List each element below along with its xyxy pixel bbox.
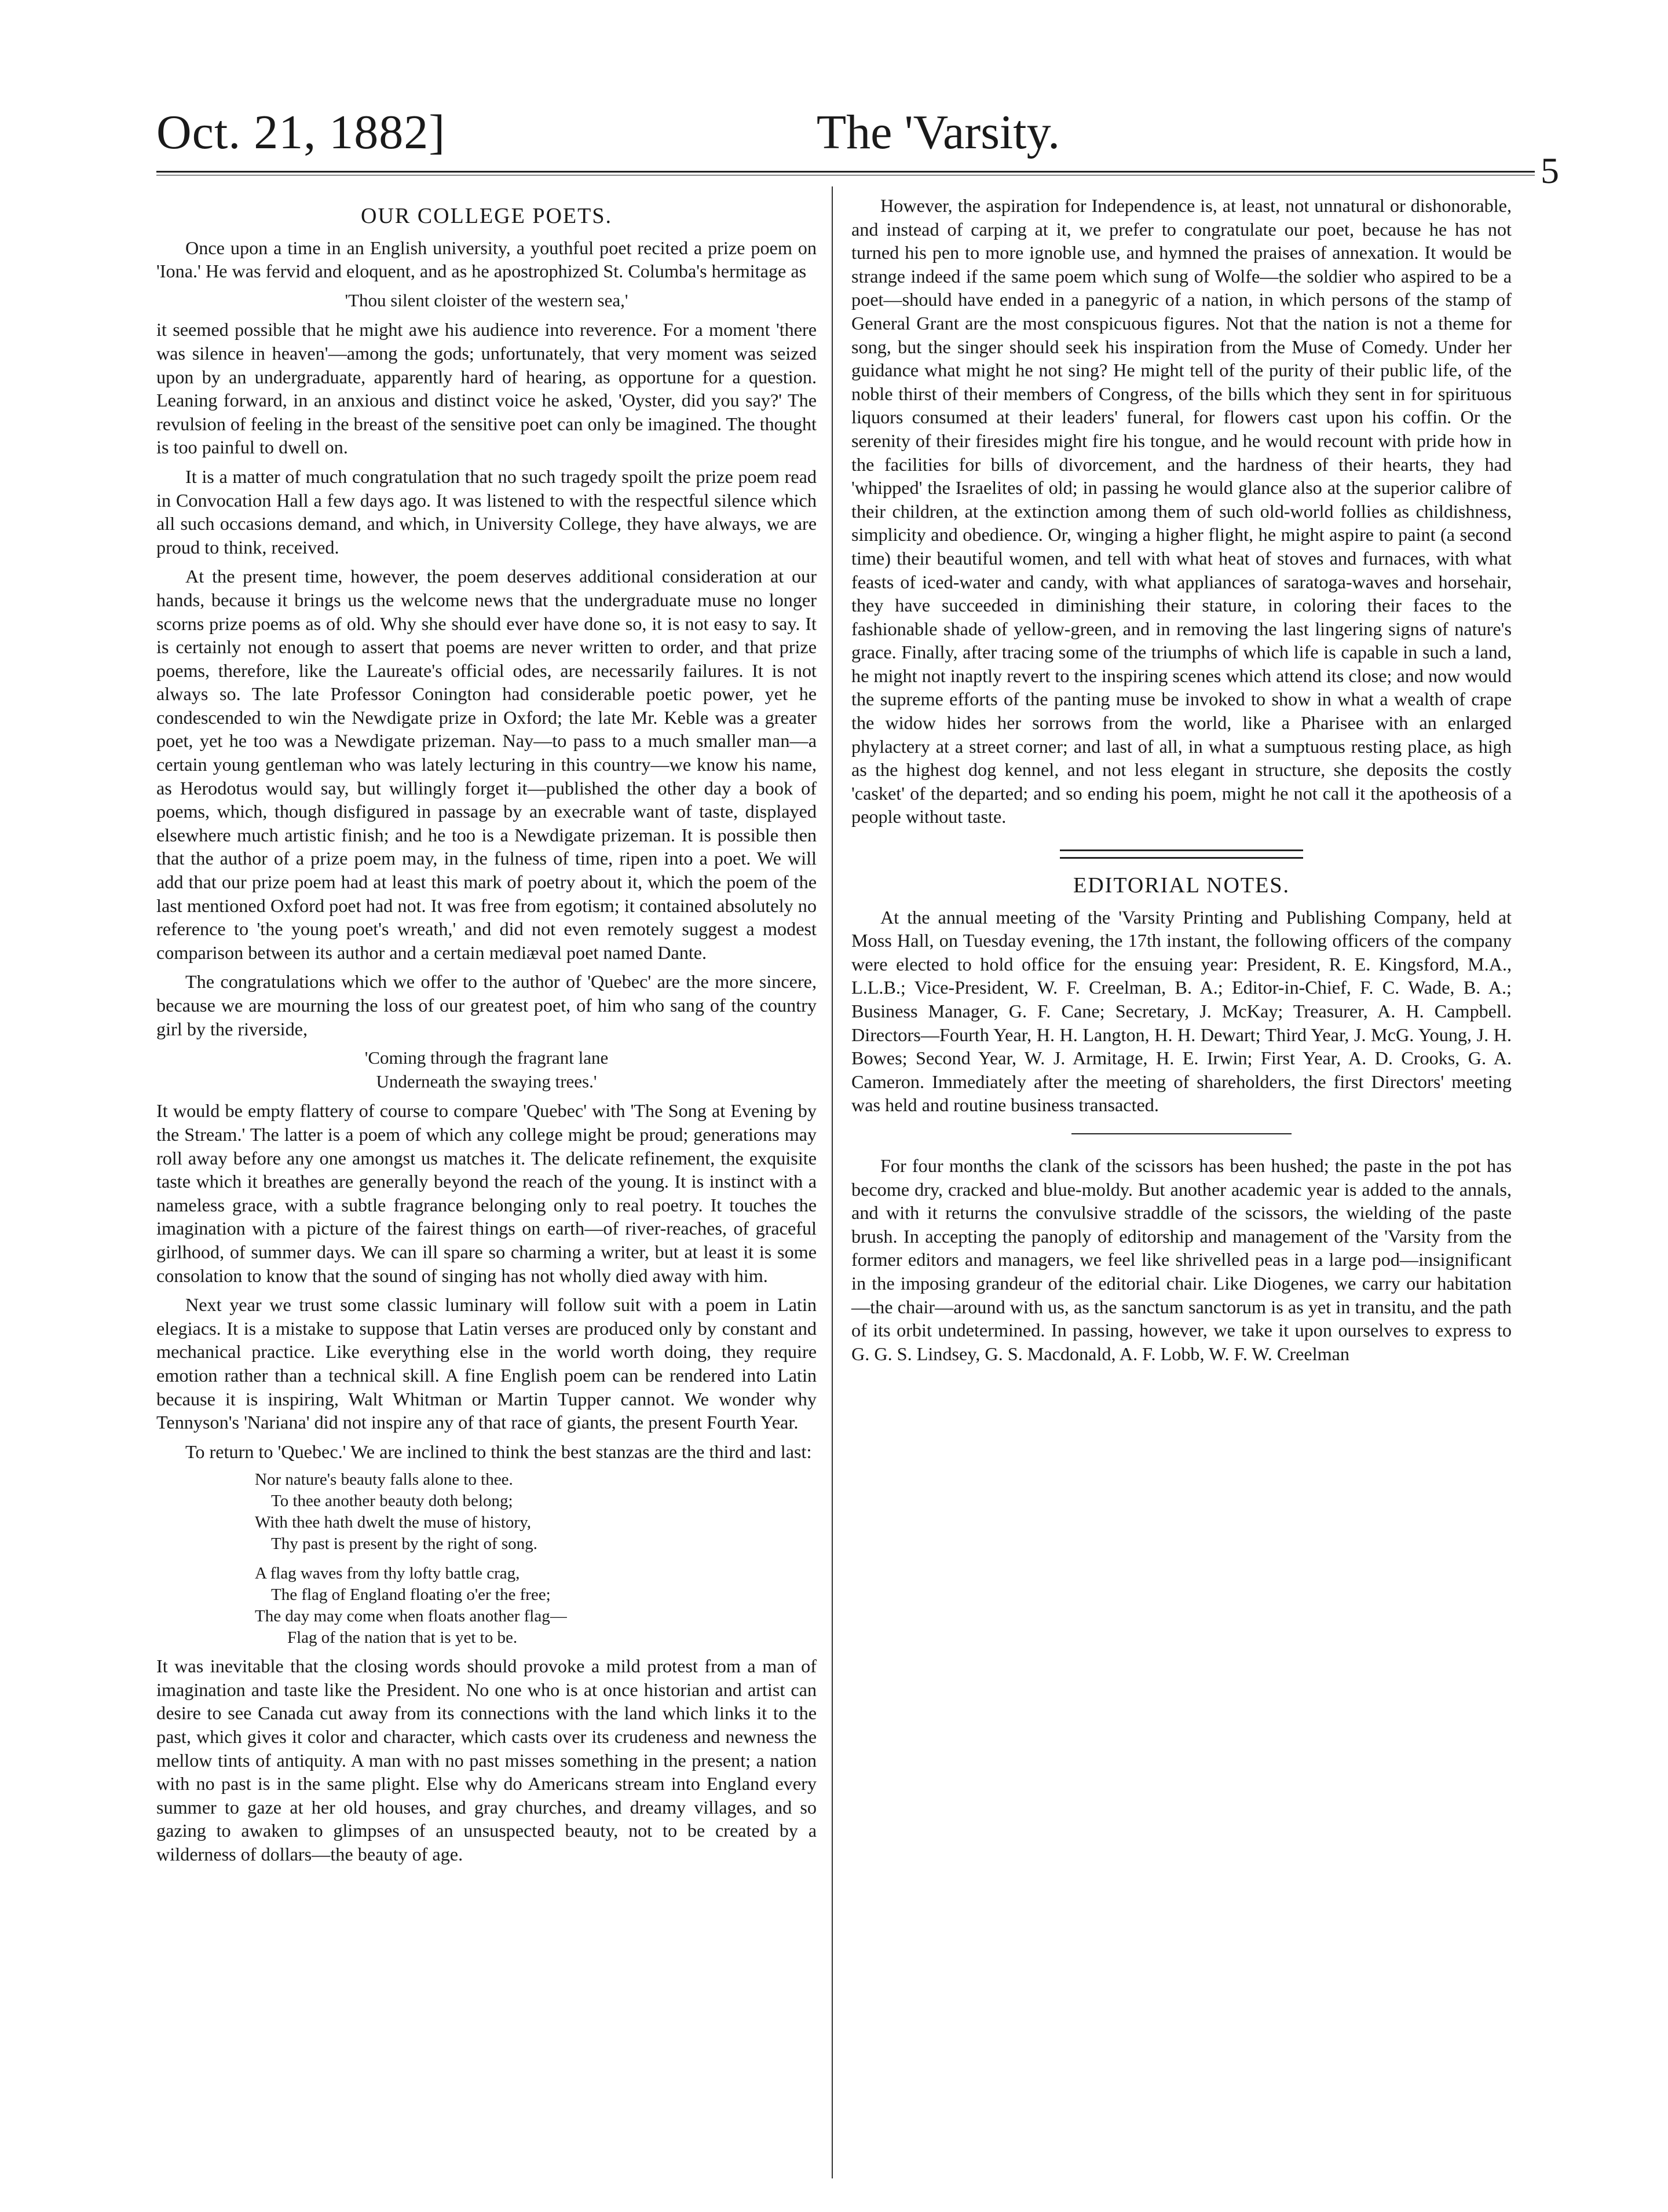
article-heading-poets: OUR COLLEGE POETS. — [361, 204, 612, 228]
paragraph: At the present time, however, the poem deserves additional consideration at our hands, because it brings us the welcome news that the undergraduate muse no longer scorns prize poems as of old. Why she should ever have done so, it is not easy to say. It is certainly not enough to assert that poems are never written to order, and that prize poems, therefore, like the Laureate's official odes, are necessarily failures. It is not always so. The late Professor Conington had considerable poetic power, yet he condescended to win the Newdigate prize in Oxford; the late Mr. Keble was a greater poet, yet he too was a Newdigate prizeman. Nay—to pass to a much smaller man—a certain young gentleman who was lately lecturing in this country—we know his name, as Herodotus would say, but willingly forget it—published the other day a book of poems, which, though disfigured in passage by an execrable want of taste, displayed elsewhere much artistic finish; and he too is a Newdigate prizeman. It is possible then that the author of a prize poem may, in the fulness of time, ripen into a poet. We will add that our prize poem had at least this mark of poetry about it, which the poem of the last mentioned Oxford poet had not. It was free from egotism; it contained absolutely no reference to 'the young poet's wreath,' and did not even remotely suggest a modest comparison between its author and a certain mediæval poet named Dante. — [156, 566, 817, 963]
issue-date: Oct. 21, 1882] — [156, 105, 446, 159]
paragraph: It is a matter of much congratulation that no such tragedy spoilt the prize poem read in Convocation Hall a few days ago. It was listened to with the respectful silence which all such occasions demand, and which, in University College, they have always, we are proud to think, received. — [156, 466, 817, 558]
left-column — [156, 194, 817, 1872]
header-rule — [156, 171, 1535, 175]
verse-line: The flag of England floating o'er the free; — [271, 1585, 551, 1605]
paragraph: It was inevitable that the closing words should provoke a mild protest from a man of imagination and taste like the President. No one who is at once historian and artist can desire to see Canada cut away from its connections with the land which links it to the past, which gives it color and character, which casts over its crudeness and newness the mellow tints of antiquity. A man with no past misses something in the present; a nation with no past is in the same plight. Else why do Americans stream into England every summer to gaze at her old houses, and gray churches, and dreamy villages, and so gazing to awaken to glimpses of an unsuspected beauty, not to be created by a wilderness of dollars—the beauty of age. — [156, 1656, 817, 1865]
verse-line: Nor nature's beauty falls alone to thee. — [255, 1470, 513, 1489]
verse-line: A flag waves from thy lofty battle crag, — [255, 1564, 520, 1583]
article-heading-editorial: EDITORIAL NOTES. — [1073, 873, 1290, 898]
masthead — [156, 104, 1559, 191]
verse-line: The day may come when floats another flag— — [255, 1607, 567, 1626]
paragraph: At the annual meeting of the 'Varsity Printing and Publishing Company, held at Moss Hall, on Tuesday evening, the 17th instant, the following officers of the company were elected to hold office for the ensuing year: President, R. E. Kingsford, M.A., L.L.B.; Vice-President, W. F. Creelman, B. A.; Editor-in-Chief, F. C. Wade, B. A.; Business Manager, G. F. Cane; Secretary, J. McKay; Treasurer, A. H. Campbell. Directors—Fourth Year, H. H. Langton, H. H. Dewart; Third Year, J. McG. Young, J. H. Bowes; Second Year, W. J. Armitage, H. E. Irwin; First Year, A. D. Crooks, G. A. Cameron. Immediately after the meeting of shareholders, the first Directors' meeting was held and routine business transacted. — [851, 906, 1512, 1116]
verse-line: Flag of the nation that is yet to be. — [287, 1628, 518, 1647]
paragraph: Next year we trust some classic luminary will follow suit with a poem in Latin elegiacs. It is a mistake to suppose that Latin verses are produced only by constant and mechanical practice. Like everything else in the world worth doing, they require emotion rather than a technical skill. A fine English poem can be rendered into Latin because it is inspiring, Walt Whitman or Martin Tupper cannot. We wonder why Tennyson's 'Nariana' did not inspire any of that race of giants, the present Fourth Year. — [156, 1294, 817, 1433]
quotation-line: 'Coming through the fragrant lane — [364, 1048, 609, 1068]
paragraph: However, the aspiration for Independence is, at least, not unnatural or dishonorable, and instead of carping at it, we prefer to congratulate our poet, because he has not turned his pen to more ignoble use, and hymned the praises of annexation. It would be strange indeed if the same poem which sung of Wolfe—the soldier who aspired to be a poet—should have ended in a panegyric of a nation, in which persons of the stamp of General Grant are the most conspicuous figures. Not that the nation is not a theme for song, but the singer should seek his inspiration from the Muse of Comedy. Under her guidance what might he not sing? He might tell of the purity of their public life, of the noble thirst of their members of Congress, of the bills which they sent in for spirituous liquors consumed at their leaders' funeral, for flowers cast upon his coffin. Or the serenity of their firesides might fire his tongue, and he would recount with pride how in the facilities for bills of divorcement, and the hardness of their hearts, they had 'whipped' the Israelites of old; in passing he would glance also at the superior calibre of their children, at the extinction among them of such old-world follies as childishness, simplicity and obedience. Or, winging a higher flight, he might aspire to paint (a second time) their beautiful women, and tell with what heat of stoves and furnaces, with what feasts of iced-water and candy, with what appliances of saratoga-waves and horsehair, they have succeeded in diminishing their stature, in coloring their faces to the fashionable shade of yellow-green, and in removing the last lingering signs of nature's grace. Finally, after tracing some of the triumphs of which life is capable in such a land, he might not inaptly revert to the inspiring scenes which attend its close; and now would the supreme efforts of the panting muse be invoked to show in what a wealth of crape the widow hides her sorrows from the world, like a Pharisee with an enlarged phylactery at a street corner; and last of all, in what a sumptuous resting place, as high as the highest dog kennel, and not less elegant in structure, she deposits the costly 'casket' of the departed; and so ending his poem, might he not call it the apotheosis of a people without taste. — [851, 195, 1512, 827]
quotation-line: Underneath the swaying trees.' — [376, 1071, 597, 1092]
paragraph: Once upon a time in an English university, a youthful poet recited a prize poem on 'Iona.' He was fervid and eloquent, and as he apostrophized St. Columba's hermitage as — [156, 237, 817, 282]
quotation — [156, 1046, 817, 1093]
poem-stanzas — [255, 1469, 817, 1649]
paragraph: The congratulations which we offer to the author of 'Quebec' are the more sincere, because we are mourning the loss of our greatest poet, of him who sang of the country girl by the riverside, — [156, 971, 817, 1039]
page-number: 5 — [1541, 150, 1559, 191]
paragraph-divider — [1071, 1133, 1292, 1134]
column-divider — [832, 186, 833, 2178]
verse-line: To thee another beauty doth belong; — [271, 1492, 513, 1511]
quotation: 'Thou silent cloister of the western sea,' — [345, 290, 628, 310]
right-column — [851, 194, 1512, 1371]
publication-title: The 'Varsity. — [816, 105, 1060, 159]
paragraph: it seemed possible that he might awe his audience into reverence. For a moment 'there was silence in heaven'—among the gods; unfortunately, that very moment was seized upon by an undergraduate, apparently hard of hearing, as opportune for a question. Leaning forward, in an anxious and distinct voice he asked, 'Oyster, did you say?' The revulsion of feeling in the breast of the sensitive poet can only be imagined. The thought is too painful to dwell on. — [156, 319, 817, 458]
verse-line: Thy past is present by the right of song. — [271, 1535, 537, 1554]
section-divider — [1060, 849, 1303, 859]
paragraph: To return to 'Quebec.' We are inclined to think the best stanzas are the third and last: — [185, 1441, 812, 1462]
paragraph: For four months the clank of the scissors has been hushed; the paste in the pot has become dry, cracked and blue-moldy. But another academic year is added to the annals, and with it returns the convulsive straddle of the scissors, the wielding of the paste brush. In accepting the panoply of editorship and management of the 'Varsity from the former editors and managers, we feel like shrivelled peas in a large pod—insignificant in the imposing grandeur of the editorial chair. Like Diogenes, we carry our habitation—the chair—around with us, as the sanctum sanctorum is as yet in transitu, and the path of its orbit undetermined. In passing, however, we take it upon ourselves to express to G. G. S. Lindsey, G. S. Macdonald, A. F. Lobb, W. F. W. Creelman — [851, 1155, 1512, 1364]
paragraph: It would be empty flattery of course to compare 'Quebec' with 'The Song at Evening by the Stream.' The latter is a poem of which any college might be proud; generations may roll away before any one amongst us matches it. The delicate refinement, the exquisite taste which it breathes are generally beyond the reach of the young. It is instinct with a nameless grace, with a subtle fragrance belonging only to real poetry. It touches the imagination with a picture of the fairest things on earth—of river-reaches, of graceful girlhood, of summer days. We can ill spare so charming a writer, but at least it is some consolation to know that the sound of singing has not wholly died away with him. — [156, 1100, 817, 1286]
verse-line: With thee hath dwelt the muse of history, — [255, 1513, 531, 1532]
